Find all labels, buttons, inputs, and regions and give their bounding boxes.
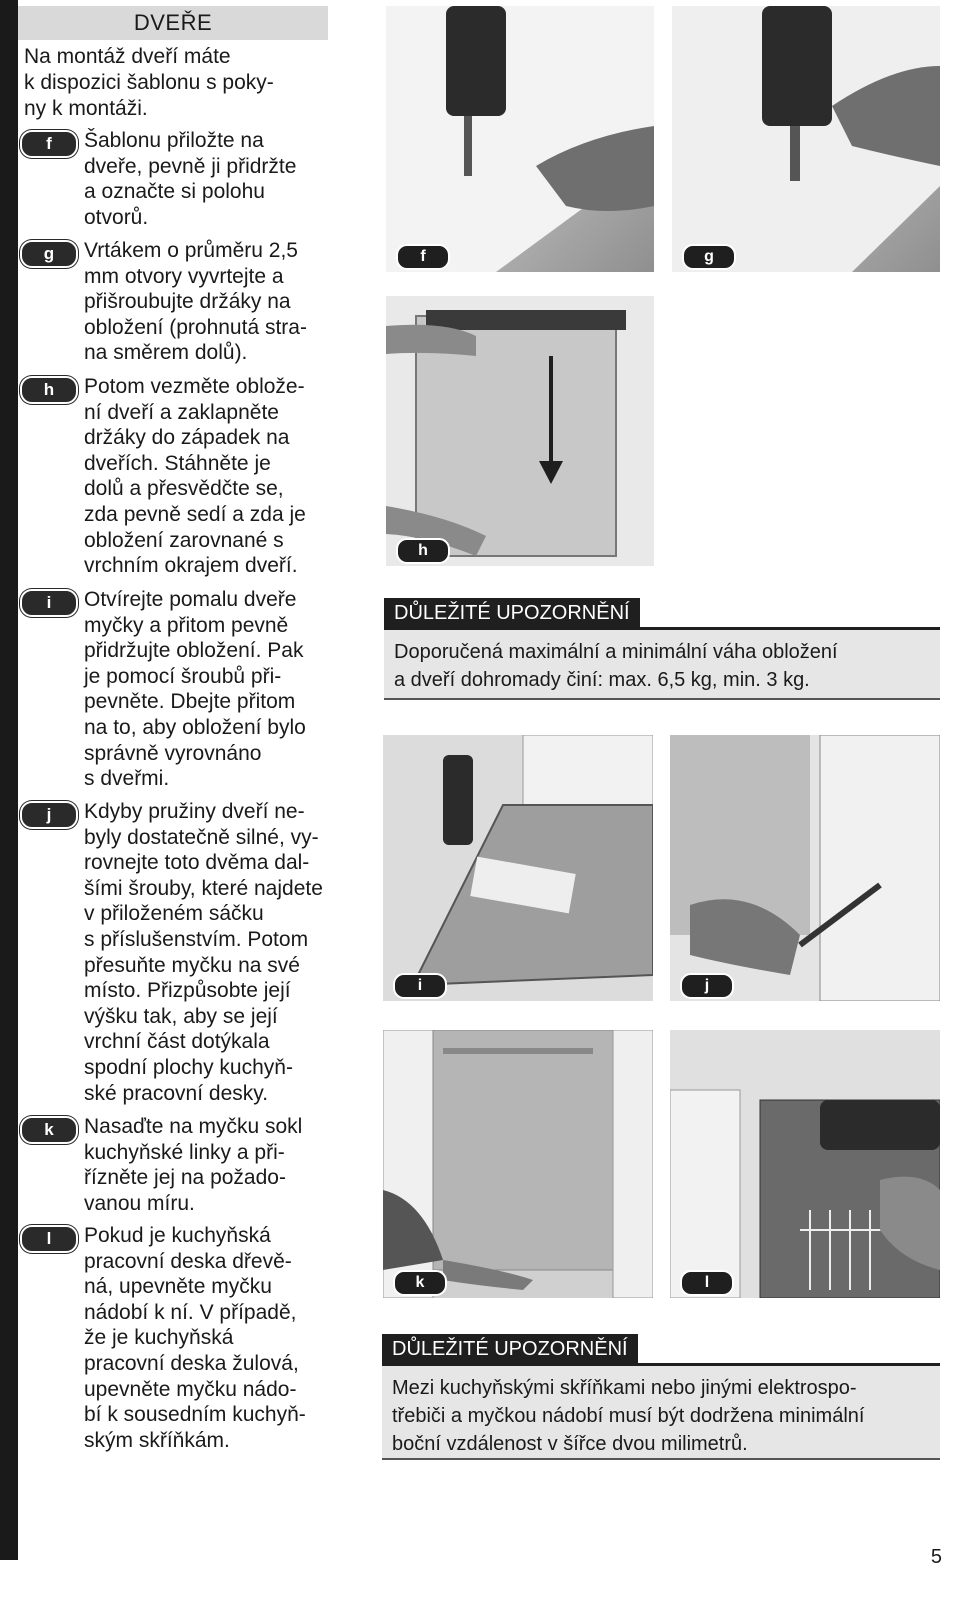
open-door-illustration [383, 735, 653, 1001]
photo-g-bracket-screwing [672, 6, 940, 272]
step-text-f: Šablonu přiložte na dveře, pevně ji přidržte a označte si polohu otvorů. [84, 129, 297, 229]
section-title: DVEŘE [18, 6, 328, 40]
step-k [18, 1114, 338, 1218]
step-f [18, 128, 338, 228]
photo-label-h: h [396, 538, 450, 564]
notice-2-title: DŮLEŽITÉ UPOZORNĚNÍ [382, 1334, 638, 1364]
step-h [18, 374, 338, 580]
photo-label-k: k [393, 1270, 447, 1296]
notice-1-body: Doporučená maximální a minimální váha obložení a dveří dohromady činí: max. 6,5 kg, min. 3 kg. [384, 630, 940, 700]
step-text-j: Kdyby pružiny dveří ne- byly dostatečně silné, vy- rovnejte toto dvěma dal- šími šrouby, které najdete v přiloženém sáčku s příslušenstvím. Potom přesuňte myčku na své místo. Přizpůsobte její výšku tak, aby se její vrchní část dotýkala spodní plochy kuchyň- ské pracovní desky. [84, 800, 323, 1105]
photo-k-plinth [383, 1030, 653, 1298]
photo-label-j: j [680, 973, 734, 999]
step-i [18, 587, 338, 793]
step-text-g: Vrtákem o průměru 2,5 mm otvory vyvrtejte a přišroubujte držáky na obložení (prohnutá stra- na směrem dolů). [84, 239, 307, 365]
step-badge-i: i [20, 589, 78, 617]
template-drill-illustration [386, 6, 654, 272]
step-badge-l: l [20, 1225, 78, 1253]
step-badge-k: k [20, 1116, 78, 1144]
spring-adjust-illustration [670, 735, 940, 1001]
photo-label-i: i [393, 973, 447, 999]
step-text-i: Otvírejte pomalu dveře myčky a přitom pevně přidržujte obložení. Pak je pomocí šroubů při- pevněte. Dbejte přitom na to, aby obložení bylo správně vyrovnáno s dveřmi. [84, 588, 306, 791]
step-badge-g: g [20, 240, 78, 268]
step-text-k: Nasaďte na myčku sokl kuchyňské linky a při- řízněte jej na požado- vanou míru. [84, 1115, 303, 1215]
photo-i-screw-panel [383, 735, 653, 1001]
step-text-h: Potom vezměte oblože- ní dveří a zaklapněte držáky do západek na dveřích. Stáhněte je dolů a přesvědčte se, zda pevně sedí a zda je obložení zarovnané s vrchním okrajem dveří. [84, 375, 306, 578]
step-l [18, 1223, 338, 1455]
notice-1-title: DŮLEŽITÉ UPOZORNĚNÍ [384, 598, 640, 628]
photo-label-l: l [680, 1270, 734, 1296]
panel-slide-illustration [386, 296, 654, 566]
photo-label-g: g [682, 244, 736, 270]
step-badge-f: f [20, 130, 78, 158]
bracket-drill-illustration [672, 6, 940, 272]
photo-j-spring-adjust [670, 735, 940, 1001]
intro-text: Na montáž dveří máte k dispozici šablonu s poky- ny k montáži. [24, 45, 274, 120]
page-number: 5 [930, 1546, 942, 1568]
step-badge-j: j [20, 801, 78, 829]
step-badge-h: h [20, 376, 78, 404]
worktop-fix-illustration [670, 1030, 940, 1298]
photo-label-f: f [396, 244, 450, 270]
step-text-l: Pokud je kuchyňská pracovní deska dřevě- ná, upevněte myčku nádobí k ní. V případě, že je kuchyňská pracovní deska žulová, upevněte myčku nádo- bí k sousedním kuchyň- ským skříňkám. [84, 1224, 306, 1452]
notice-2-body: Mezi kuchyňskými skříňkami nebo jinými elektrospo- třebiči a myčkou nádobí musí být dodržena minimální boční vzdálenost v šířce dvou milimetrů. [382, 1366, 940, 1460]
photo-f-template-drilling [386, 6, 654, 272]
photo-h-panel-attach [386, 296, 654, 566]
step-j [18, 799, 338, 1109]
step-g [18, 238, 338, 366]
photo-l-fix-to-worktop [670, 1030, 940, 1298]
plinth-illustration [383, 1030, 653, 1298]
left-margin-bar [0, 0, 18, 1560]
